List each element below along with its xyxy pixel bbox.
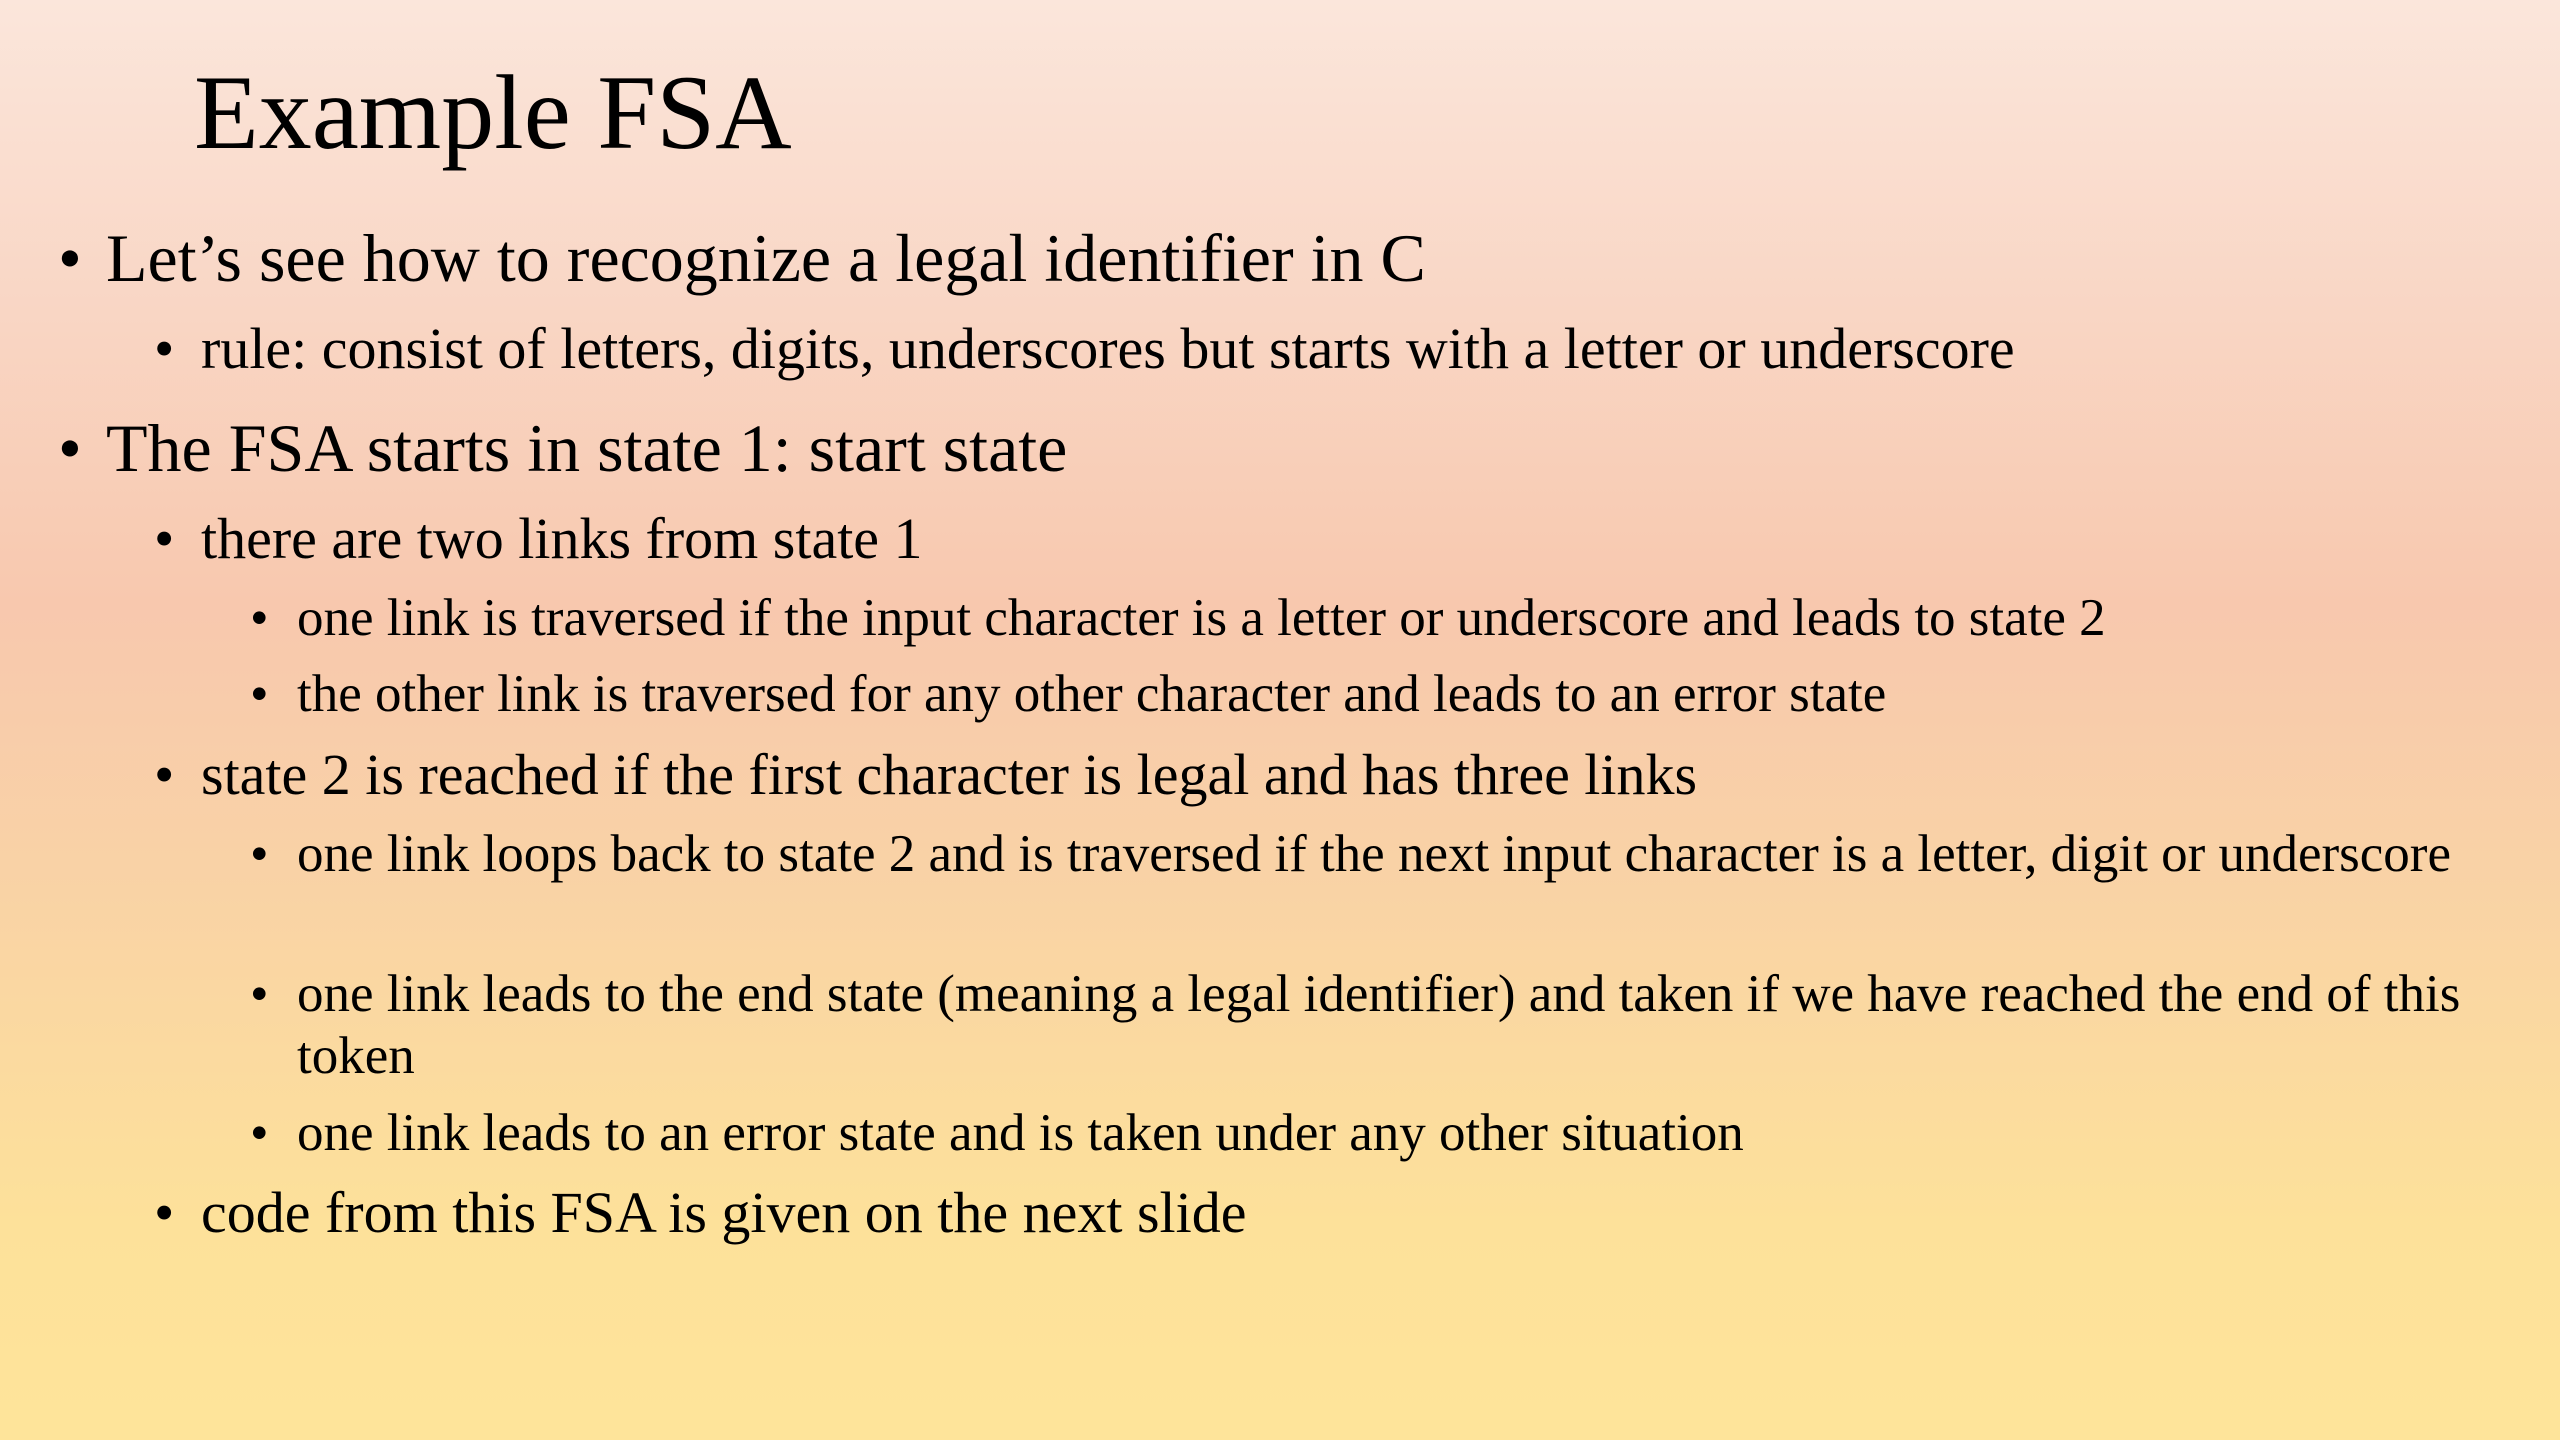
bullet-item-level-2 [154,313,2015,385]
bullet-item-level-2 [154,1177,1247,1249]
bullet-marker: • [58,410,82,486]
bullet-marker: • [154,506,175,571]
bullet-text: there are two links from state 1 [201,506,923,571]
bullet-item-level-3 [250,823,2477,885]
bullet-item-level-2 [154,739,1697,811]
slide-title: Example FSA [194,54,792,171]
bullet-marker: • [154,1180,175,1245]
bullet-text: one link is traversed if the input character is a letter or underscore and leads to state 2 [297,589,2106,647]
bullet-marker: • [250,825,269,883]
bullet-text: state 2 is reached if the first character is legal and has three links [201,742,1698,807]
bullet-text: one link leads to the end state (meaning a legal identifier) and taken if we have reached the end of this token [297,965,2461,1085]
bullet-item-level-1 [58,216,1426,300]
bullet-item-level-3 [250,1102,2477,1164]
bullet-text: one link leads to an error state and is taken under any other situation [297,1104,1744,1162]
bullet-item-level-3 [250,963,2477,1087]
bullet-text: The FSA starts in state 1: start state [106,410,1068,486]
bullet-marker: • [154,316,175,381]
bullet-marker: • [250,1104,269,1162]
bullet-item-level-3 [250,587,2477,649]
bullet-marker: • [250,589,269,647]
bullet-text: the other link is traversed for any other character and leads to an error state [297,665,1887,723]
bullet-marker: • [250,665,269,723]
bullet-text: Let’s see how to recognize a legal identifier in C [106,220,1426,296]
bullet-text: one link loops back to state 2 and is traversed if the next input character is a letter, digit or underscore [297,825,2451,883]
bullet-text: code from this FSA is given on the next slide [201,1180,1247,1245]
bullet-item-level-1 [58,406,1067,490]
bullet-item-level-3 [250,663,2477,725]
bullet-item-level-2 [154,503,923,575]
bullet-marker: • [250,965,269,1023]
bullet-text: rule: consist of letters, digits, underscores but starts with a letter or underscore [201,316,2015,381]
bullet-marker: • [154,742,175,807]
bullet-marker: • [58,220,82,296]
